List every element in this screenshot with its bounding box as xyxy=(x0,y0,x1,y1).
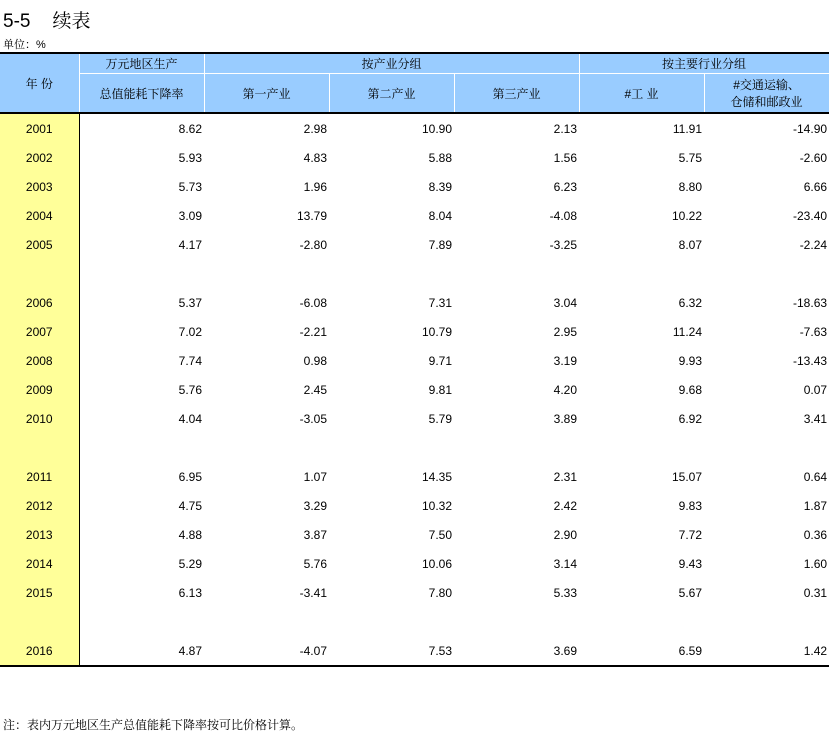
table-row xyxy=(0,172,829,201)
value-cell: 10.79 xyxy=(421,324,452,339)
value-cell: -2.60 xyxy=(799,150,828,165)
table-row xyxy=(0,230,829,259)
value-cell: -3.25 xyxy=(549,237,578,252)
value-cell: 4.75 xyxy=(178,498,202,513)
value-cell: 6.32 xyxy=(678,295,703,310)
year-cell: 2014 xyxy=(0,549,79,578)
value-cell: 5.88 xyxy=(428,150,452,165)
value-cell: 1.56 xyxy=(553,150,578,165)
header-industry: #工 业 xyxy=(579,74,704,114)
value-cell: 7.80 xyxy=(428,585,452,600)
header-energy-line1: 万元地区生产 xyxy=(79,53,204,74)
table-number: 5-5 xyxy=(3,11,31,32)
value-cell: 3.09 xyxy=(178,208,202,223)
value-cell: 11.91 xyxy=(672,121,703,136)
value-cell: 5.79 xyxy=(428,411,452,426)
value-cell xyxy=(204,433,329,462)
value-cell: 9.81 xyxy=(428,382,452,397)
value-cell: 7.31 xyxy=(428,295,452,310)
table-row xyxy=(0,375,829,404)
year-cell: 2010 xyxy=(0,404,79,433)
header-year: 年 份 xyxy=(0,53,79,113)
value-cell: 6.13 xyxy=(178,585,202,600)
table-row xyxy=(0,201,829,230)
year-cell: 2005 xyxy=(0,230,79,259)
value-cell: 3.41 xyxy=(803,411,828,426)
value-cell: -6.08 xyxy=(299,295,327,310)
header-transport xyxy=(704,74,829,114)
value-cell: 3.14 xyxy=(553,556,578,571)
header-by-industry: 按产业分组 xyxy=(204,53,579,74)
value-cell: -4.07 xyxy=(204,636,329,666)
year-cell: 2006 xyxy=(0,288,79,317)
value-cell: 13.79 xyxy=(296,208,327,223)
value-cell: -2.21 xyxy=(299,324,327,339)
year-cell: 2015 xyxy=(0,578,79,607)
value-cell xyxy=(454,259,579,288)
value-cell: 2.31 xyxy=(553,469,578,484)
value-cell: 7.53 xyxy=(329,636,454,666)
value-cell: 4.87 xyxy=(79,636,204,666)
year-cell: 2008 xyxy=(0,346,79,375)
value-cell: 4.04 xyxy=(178,411,202,426)
value-cell: -3.41 xyxy=(299,585,327,600)
value-cell xyxy=(329,607,454,636)
year-cell: 2012 xyxy=(0,491,79,520)
header-secondary: 第二产业 xyxy=(329,74,454,114)
value-cell: 5.29 xyxy=(178,556,202,571)
spacer-row xyxy=(0,433,829,462)
value-cell: -7.63 xyxy=(799,324,828,339)
table-row xyxy=(0,462,829,491)
value-cell: 6.66 xyxy=(803,179,828,194)
value-cell: 8.07 xyxy=(678,237,703,252)
year-cell: 2011 xyxy=(0,462,79,491)
value-cell: 1.60 xyxy=(803,556,828,571)
value-cell: 2.13 xyxy=(553,121,578,136)
year-cell: 2016 xyxy=(0,636,79,666)
table-row xyxy=(0,549,829,578)
value-cell xyxy=(79,607,204,636)
table-row xyxy=(0,113,829,143)
value-cell: 3.19 xyxy=(553,353,578,368)
value-cell: 7.74 xyxy=(178,353,202,368)
header-transport-line1: #交通运输、 xyxy=(733,78,800,92)
value-cell: 6.92 xyxy=(678,411,703,426)
value-cell: 5.33 xyxy=(553,585,578,600)
value-cell: 0.36 xyxy=(803,527,828,542)
table-row xyxy=(0,143,829,172)
value-cell: 5.37 xyxy=(178,295,202,310)
value-cell: 10.06 xyxy=(421,556,452,571)
header-transport-line2: 仓储和邮政业 xyxy=(730,95,803,109)
value-cell: 6.95 xyxy=(178,469,202,484)
value-cell: 0.98 xyxy=(303,353,327,368)
header-primary: 第一产业 xyxy=(204,74,329,114)
table-row xyxy=(0,317,829,346)
table-row xyxy=(0,636,829,666)
value-cell: 5.67 xyxy=(678,585,703,600)
value-cell: -3.05 xyxy=(299,411,327,426)
table-row xyxy=(0,491,829,520)
value-cell xyxy=(79,433,204,462)
value-cell: 3.04 xyxy=(553,295,578,310)
header-by-sector: 按主要行业分组 xyxy=(579,53,829,74)
value-cell xyxy=(579,607,704,636)
value-cell xyxy=(204,607,329,636)
value-cell: 7.50 xyxy=(428,527,452,542)
year-cell: 2004 xyxy=(0,201,79,230)
value-cell xyxy=(704,259,829,288)
value-cell: 5.93 xyxy=(178,150,202,165)
value-cell: -18.63 xyxy=(793,295,828,310)
year-cell xyxy=(0,433,79,462)
value-cell: 4.83 xyxy=(303,150,327,165)
value-cell xyxy=(454,433,579,462)
table-row xyxy=(0,520,829,549)
value-cell: -23.40 xyxy=(793,208,828,223)
value-cell: 5.73 xyxy=(178,179,202,194)
year-cell xyxy=(0,259,79,288)
unit-label: 单位：% xyxy=(3,39,46,51)
value-cell: 9.83 xyxy=(678,498,703,513)
value-cell: -13.43 xyxy=(793,353,828,368)
value-cell: 2.42 xyxy=(553,498,578,513)
value-cell: 9.93 xyxy=(678,353,703,368)
value-cell: 10.32 xyxy=(421,498,452,513)
value-cell: 8.04 xyxy=(428,208,452,223)
value-cell: 15.07 xyxy=(672,469,703,484)
spacer-row xyxy=(0,259,829,288)
value-cell xyxy=(79,259,204,288)
value-cell: 0.64 xyxy=(803,469,828,484)
value-cell: 7.02 xyxy=(178,324,202,339)
table-body xyxy=(0,113,829,666)
value-cell: 5.76 xyxy=(303,556,327,571)
value-cell xyxy=(579,433,704,462)
year-cell: 2013 xyxy=(0,520,79,549)
value-cell: 1.07 xyxy=(303,469,327,484)
value-cell: 0.07 xyxy=(803,382,828,397)
value-cell: -4.08 xyxy=(549,208,578,223)
year-cell xyxy=(0,607,79,636)
value-cell: 1.96 xyxy=(303,179,327,194)
value-cell: 1.42 xyxy=(704,636,829,666)
value-cell xyxy=(204,259,329,288)
value-cell: 9.71 xyxy=(428,353,452,368)
value-cell: 3.69 xyxy=(454,636,579,666)
value-cell: 9.68 xyxy=(678,382,703,397)
value-cell: 6.59 xyxy=(579,636,704,666)
data-table xyxy=(0,52,829,667)
table-row xyxy=(0,578,829,607)
value-cell: 8.62 xyxy=(178,121,202,136)
value-cell: 3.29 xyxy=(303,498,327,513)
value-cell xyxy=(454,607,579,636)
value-cell: 3.87 xyxy=(303,527,327,542)
value-cell: 8.39 xyxy=(428,179,452,194)
value-cell: 10.22 xyxy=(672,208,703,223)
value-cell: 5.75 xyxy=(678,150,703,165)
year-cell: 2009 xyxy=(0,375,79,404)
year-cell: 2003 xyxy=(0,172,79,201)
value-cell: 4.88 xyxy=(178,527,202,542)
value-cell: 2.90 xyxy=(553,527,578,542)
value-cell: 7.72 xyxy=(678,527,703,542)
value-cell: -2.80 xyxy=(299,237,327,252)
value-cell: 4.20 xyxy=(553,382,578,397)
table-row xyxy=(0,404,829,433)
year-cell: 2001 xyxy=(0,113,79,143)
value-cell xyxy=(329,433,454,462)
value-cell: -2.24 xyxy=(799,237,828,252)
value-cell xyxy=(704,607,829,636)
table-header xyxy=(0,53,829,113)
value-cell: 2.98 xyxy=(303,121,327,136)
value-cell: 8.80 xyxy=(678,179,703,194)
table-title-text: 续表 xyxy=(52,11,91,32)
value-cell: 10.90 xyxy=(421,121,452,136)
value-cell: 7.89 xyxy=(428,237,452,252)
value-cell: 14.35 xyxy=(421,469,452,484)
value-cell: 2.95 xyxy=(553,324,578,339)
footnote: 注：表内万元地区生产总值能耗下降率按可比价格计算。 xyxy=(3,718,304,732)
table-row xyxy=(0,288,829,317)
value-cell: 6.23 xyxy=(553,179,578,194)
value-cell: 5.76 xyxy=(178,382,202,397)
year-cell: 2007 xyxy=(0,317,79,346)
value-cell: 1.87 xyxy=(803,498,828,513)
value-cell xyxy=(579,259,704,288)
value-cell: 11.24 xyxy=(672,324,703,339)
value-cell xyxy=(704,433,829,462)
table-row xyxy=(0,346,829,375)
spacer-row xyxy=(0,607,829,636)
header-tertiary: 第三产业 xyxy=(454,74,579,114)
value-cell: 9.43 xyxy=(678,556,703,571)
table-title xyxy=(3,6,90,33)
year-cell: 2002 xyxy=(0,143,79,172)
value-cell xyxy=(329,259,454,288)
value-cell: -14.90 xyxy=(793,121,828,136)
value-cell: 0.31 xyxy=(803,585,828,600)
value-cell: 4.17 xyxy=(178,237,202,252)
value-cell: 2.45 xyxy=(303,382,327,397)
value-cell: 3.89 xyxy=(553,411,578,426)
header-energy-line2: 总值能耗下降率 xyxy=(79,74,204,114)
